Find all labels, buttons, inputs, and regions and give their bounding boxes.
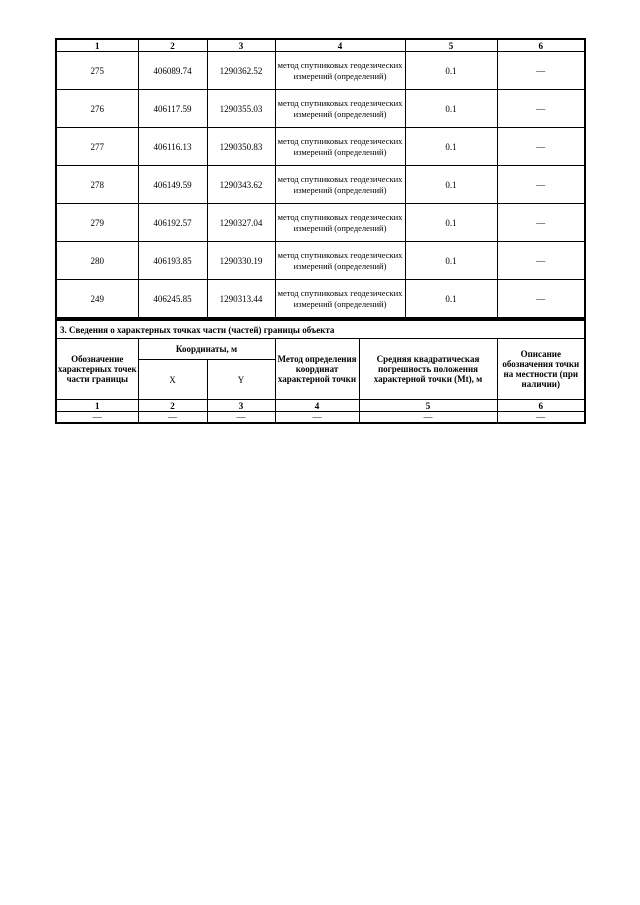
cell-description: — — [497, 412, 585, 424]
cell-x: 406245.85 — [138, 280, 207, 319]
cell-method: метод спутниковых геодезических измерений (определений) — [275, 52, 405, 90]
cell-point: — — [56, 412, 138, 424]
column-number: 2 — [138, 400, 207, 412]
cell-x: 406117.59 — [138, 90, 207, 128]
cell-y: 1290343.62 — [207, 166, 275, 204]
cell-y: 1290327.04 — [207, 204, 275, 242]
cell-accuracy: 0.1 — [405, 52, 497, 90]
coordinates-header: Координаты, м — [138, 339, 275, 360]
column-number-row — [56, 39, 585, 52]
cell-point: 275 — [56, 52, 138, 90]
column-number: 5 — [405, 39, 497, 52]
cell-description: — — [497, 242, 585, 280]
column-number: 2 — [138, 39, 207, 52]
column-number: 4 — [275, 39, 405, 52]
table-row — [56, 128, 585, 166]
section-title: 3. Сведения о характерных точках части (частей) границы объекта — [56, 320, 585, 339]
cell-method: метод спутниковых геодезических измерений (определений) — [275, 242, 405, 280]
cell-description: — — [497, 204, 585, 242]
cell-point: 278 — [56, 166, 138, 204]
table-row — [56, 280, 585, 319]
cell-x: 406116.13 — [138, 128, 207, 166]
cell-method: метод спутниковых геодезических измерений (определений) — [275, 166, 405, 204]
column-number: 3 — [207, 400, 275, 412]
cell-accuracy: 0.1 — [405, 166, 497, 204]
cell-point: 280 — [56, 242, 138, 280]
cell-x: 406149.59 — [138, 166, 207, 204]
cell-method: метод спутниковых геодезических измерений (определений) — [275, 280, 405, 319]
cell-y: 1290350.83 — [207, 128, 275, 166]
y-header: Y — [207, 360, 275, 400]
cell-x: 406192.57 — [138, 204, 207, 242]
method-header: Метод определения координат характерной точки — [275, 339, 359, 400]
boundary-part-points-table — [55, 319, 586, 424]
cell-x: 406193.85 — [138, 242, 207, 280]
cell-accuracy: 0.1 — [405, 90, 497, 128]
cell-accuracy: 0.1 — [405, 242, 497, 280]
cell-x: — — [138, 412, 207, 424]
cell-description: — — [497, 90, 585, 128]
cell-point: 279 — [56, 204, 138, 242]
table-row — [56, 166, 585, 204]
cell-description: — — [497, 280, 585, 319]
cell-accuracy: 0.1 — [405, 128, 497, 166]
boundary-points-table — [55, 38, 586, 319]
cell-description: — — [497, 166, 585, 204]
table-row — [56, 90, 585, 128]
cell-method: метод спутниковых геодезических измерений (определений) — [275, 90, 405, 128]
accuracy-header: Средняя квадратическая погрешность положения характерной точки (Mt), м — [359, 339, 497, 400]
cell-accuracy: — — [359, 412, 497, 424]
cell-y: — — [207, 412, 275, 424]
table-row — [56, 412, 585, 424]
cell-point: 276 — [56, 90, 138, 128]
designation-header: Обозначение характерных точек части границы — [56, 339, 138, 400]
column-number: 6 — [497, 39, 585, 52]
x-header: X — [138, 360, 207, 400]
cell-point: 277 — [56, 128, 138, 166]
cell-accuracy: 0.1 — [405, 204, 497, 242]
description-header: Описание обозначения точки на местности (при наличии) — [497, 339, 585, 400]
cell-x: 406089.74 — [138, 52, 207, 90]
table-row — [56, 242, 585, 280]
cell-point: 249 — [56, 280, 138, 319]
column-number: 6 — [497, 400, 585, 412]
cell-y: 1290355.03 — [207, 90, 275, 128]
cell-method: — — [275, 412, 359, 424]
column-number: 4 — [275, 400, 359, 412]
cell-y: 1290330.19 — [207, 242, 275, 280]
cell-y: 1290362.52 — [207, 52, 275, 90]
table-row — [56, 204, 585, 242]
column-number: 5 — [359, 400, 497, 412]
column-number: 3 — [207, 39, 275, 52]
cell-accuracy: 0.1 — [405, 280, 497, 319]
cell-description: — — [497, 52, 585, 90]
cell-method: метод спутниковых геодезических измерений (определений) — [275, 128, 405, 166]
cell-description: — — [497, 128, 585, 166]
table-row — [56, 52, 585, 90]
cell-y: 1290313.44 — [207, 280, 275, 319]
column-number: 1 — [56, 39, 138, 52]
cell-method: метод спутниковых геодезических измерений (определений) — [275, 204, 405, 242]
column-number: 1 — [56, 400, 138, 412]
